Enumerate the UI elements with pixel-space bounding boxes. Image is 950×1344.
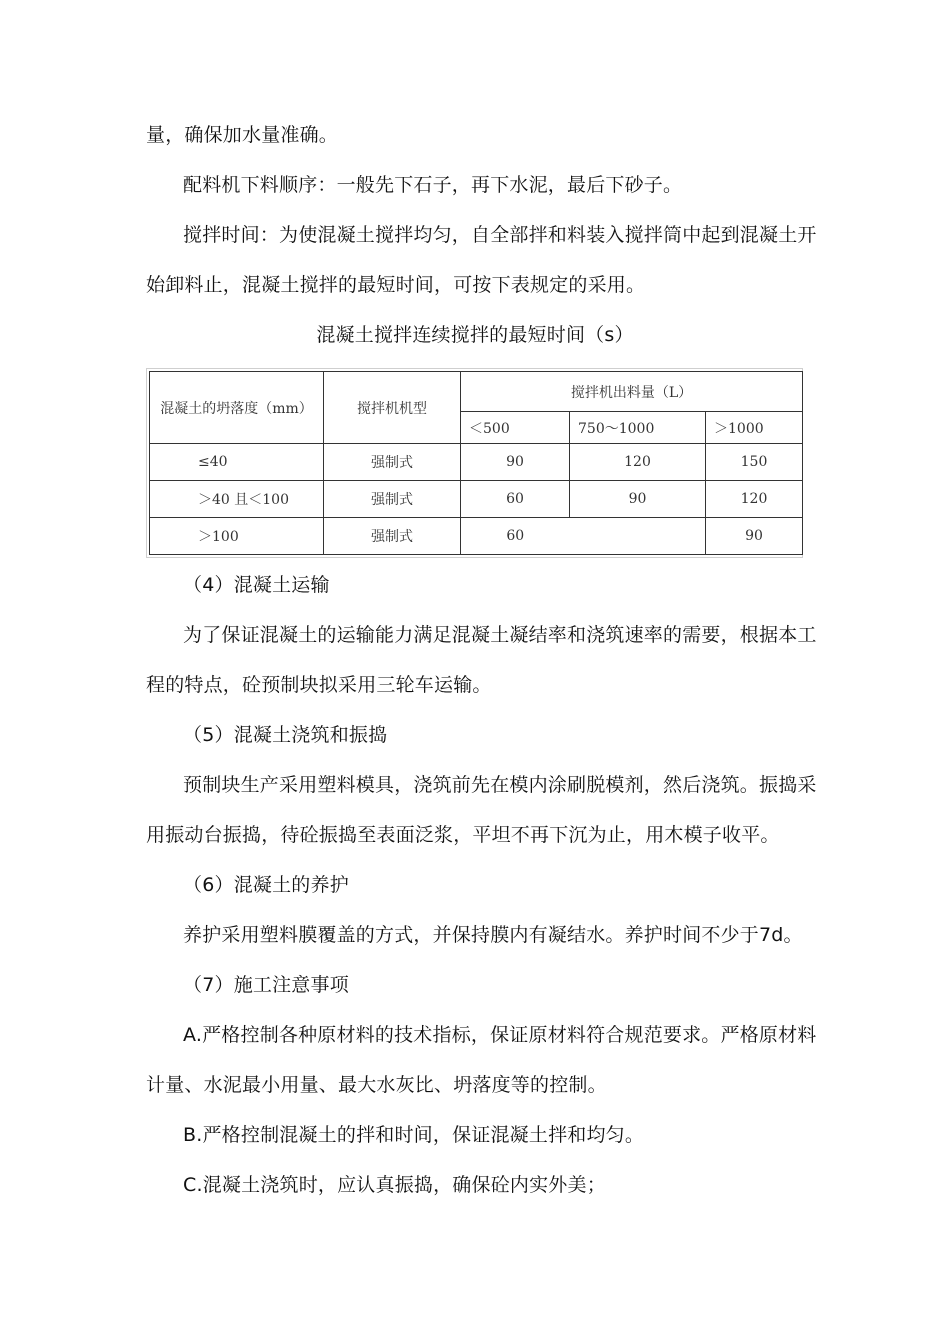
value-cell: 60 (461, 481, 570, 518)
paragraph-line: 预制块生产采用塑料模具，浇筑前先在模内涂刷脱模剂，然后浇筑。振捣采 (183, 774, 817, 796)
value-cell: 90 (706, 518, 803, 555)
value-cell: 60 (461, 518, 570, 555)
table-row (150, 481, 803, 518)
table-caption: 混凝土搅拌连续搅拌的最短时间（s） (316, 324, 634, 346)
header-output: 搅拌机出料量（L） (461, 372, 803, 412)
header-mixer-type: 搅拌机机型 (324, 372, 461, 444)
slump-cell: ≤40 (150, 444, 324, 481)
paragraph-line: 为了保证混凝土的运输能力满足混凝土凝结率和浇筑速率的需要，根据本工 (183, 624, 817, 646)
value-cell (570, 518, 706, 555)
paragraph-line: 始卸料止，混凝土搅拌的最短时间，可按下表规定的采用。 (146, 274, 646, 296)
subheader-cell: ＜500 (461, 412, 570, 444)
mixing-time-table-frame (146, 368, 803, 558)
paragraph-line: B.严格控制混凝土的拌和时间，保证混凝土拌和均匀。 (183, 1124, 645, 1146)
slump-cell: ＞100 (150, 518, 324, 555)
slump-cell: ＞40 且＜100 (150, 481, 324, 518)
paragraph-line: A.严格控制各种原材料的技术指标，保证原材料符合规范要求。严格原材料 (183, 1024, 817, 1046)
section-heading: （7）施工注意事项 (183, 974, 349, 996)
mixer-cell: 强制式 (324, 481, 461, 518)
paragraph-line: 搅拌时间：为使混凝土搅拌均匀，自全部拌和料装入搅拌筒中起到混凝土开 (183, 224, 817, 246)
section-heading: （6）混凝土的养护 (183, 874, 349, 896)
table-row (150, 518, 803, 555)
paragraph-line: 程的特点，砼预制块拟采用三轮车运输。 (146, 674, 492, 696)
mixing-time-table (149, 371, 803, 555)
value-cell: 90 (461, 444, 570, 481)
value-cell: 150 (706, 444, 803, 481)
mixer-cell: 强制式 (324, 444, 461, 481)
paragraph-line: C.混凝土浇筑时，应认真振捣，确保砼内实外美； (183, 1174, 606, 1196)
table-row (150, 444, 803, 481)
section-heading: （5）混凝土浇筑和振捣 (183, 724, 388, 746)
paragraph-line: 量，确保加水量准确。 (146, 124, 339, 146)
paragraph-line: 用振动台振捣，待砼振捣至表面泛浆，平坦不再下沉为止，用木模子收平。 (146, 824, 780, 846)
paragraph-line: 养护采用塑料膜覆盖的方式，并保持膜内有凝结水。养护时间不少于7d。 (183, 924, 803, 946)
section-heading: （4）混凝土运输 (183, 574, 330, 596)
subheader-cell: ＞1000 (706, 412, 803, 444)
value-cell: 120 (570, 444, 706, 481)
header-slump: 混凝土的坍落度（mm） (150, 372, 324, 444)
paragraph-line: 配料机下料顺序：一般先下石子，再下水泥，最后下砂子。 (183, 174, 683, 196)
paragraph-line: 计量、水泥最小用量、最大水灰比、坍落度等的控制。 (146, 1074, 607, 1096)
value-cell: 120 (706, 481, 803, 518)
mixer-cell: 强制式 (324, 518, 461, 555)
value-cell: 90 (570, 481, 706, 518)
subheader-cell: 750～1000 (570, 412, 706, 444)
